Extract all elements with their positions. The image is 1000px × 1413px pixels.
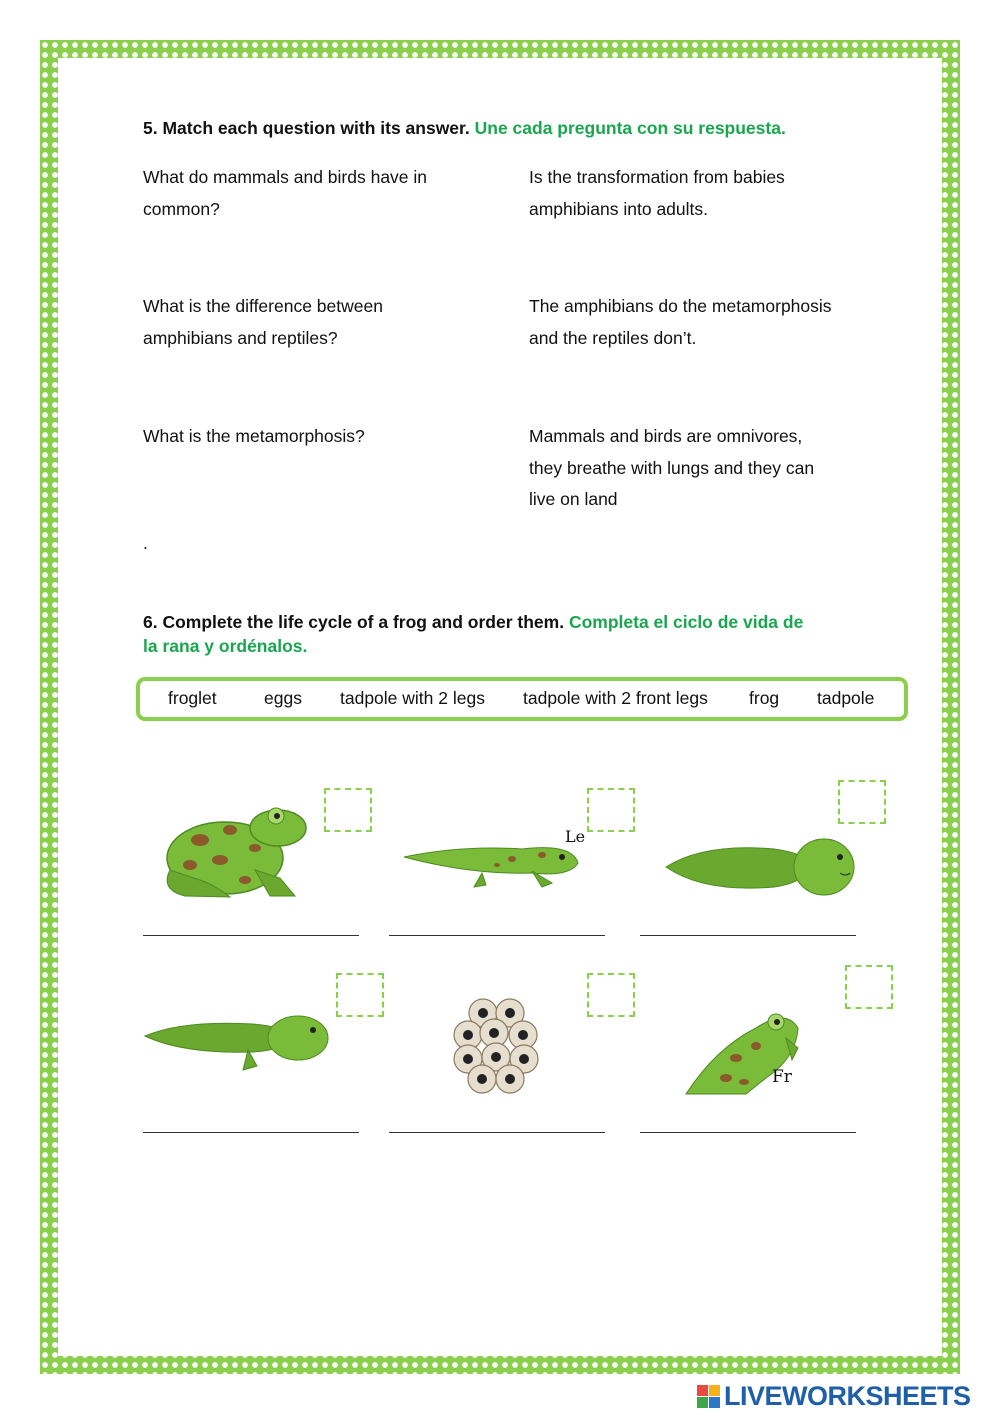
question-3-line-1[interactable]: What is the metamorphosis? [143,426,365,446]
trailing-dot: . [143,533,148,553]
frog-caption: Fr [772,1067,792,1087]
logo-badge-icon [697,1385,721,1409]
answer-line-5[interactable] [389,1132,605,1133]
word-tadpole[interactable]: tadpole [817,688,875,708]
answer-line-6[interactable] [640,1132,856,1133]
order-box-tadpole[interactable] [838,780,886,824]
eggs-image [448,995,548,1095]
order-box-tadpole-legs[interactable] [587,788,635,832]
answer-line-3[interactable] [640,935,856,936]
answer-3-line-1[interactable]: Mammals and birds are omnivores, [529,426,803,446]
question-2-line-2[interactable]: amphibians and reptiles? [143,328,338,348]
order-box-froglet[interactable] [845,965,893,1009]
legs-caption: Le [565,827,586,846]
logo-text: LIVEWORKSHEETS [724,1381,971,1411]
answer-1-line-2[interactable]: amphibians into adults. [529,199,708,219]
word-frog[interactable]: frog [749,688,780,708]
answer-3-line-3[interactable]: live on land [529,489,618,509]
answer-1-line-1[interactable]: Is the transformation from babies [529,167,785,187]
tadpole-with-2-legs-image [143,1010,329,1074]
exercise-5-title-spanish: Une cada pregunta con su respuesta. [474,118,786,138]
exercise-5-title: 5. Match each question with its answer. [143,118,470,138]
exercise-5-heading [143,113,786,145]
answer-2-line-1[interactable]: The amphibians do the metamorphosis [529,296,832,316]
order-box-tadpole-2-legs[interactable] [336,973,384,1017]
question-2-line-1[interactable]: What is the difference between [143,296,383,316]
tadpole-with-legs-image [402,835,582,895]
answer-3-line-2[interactable]: they breathe with lungs and they can [529,458,815,478]
question-1-line-2[interactable]: common? [143,199,220,219]
word-eggs[interactable]: eggs [264,688,302,708]
exercise-6-title-spanish-1: Completa el ciclo de vida de [568,612,804,632]
order-box-eggs[interactable] [587,973,635,1017]
answer-line-2[interactable] [389,935,605,936]
tadpole-image [664,835,856,899]
frog-image [160,800,310,900]
answer-line-4[interactable] [143,1132,359,1133]
word-tadpole-2-front-legs[interactable]: tadpole with 2 front legs [523,688,708,708]
answer-2-line-2[interactable]: and the reptiles don’t. [529,328,697,348]
exercise-6-title-spanish-2: la rana y ordénalos. [143,636,308,656]
exercise-6-title: 6. Complete the life cycle of a frog and order them. [143,612,565,632]
word-froglet[interactable]: froglet [168,688,217,708]
question-1-line-1[interactable]: What do mammals and birds have in [143,167,428,187]
word-bank [136,677,908,721]
order-box-frog[interactable] [324,788,372,832]
word-tadpole-2-legs[interactable]: tadpole with 2 legs [340,688,485,708]
answer-line-1[interactable] [143,935,359,936]
